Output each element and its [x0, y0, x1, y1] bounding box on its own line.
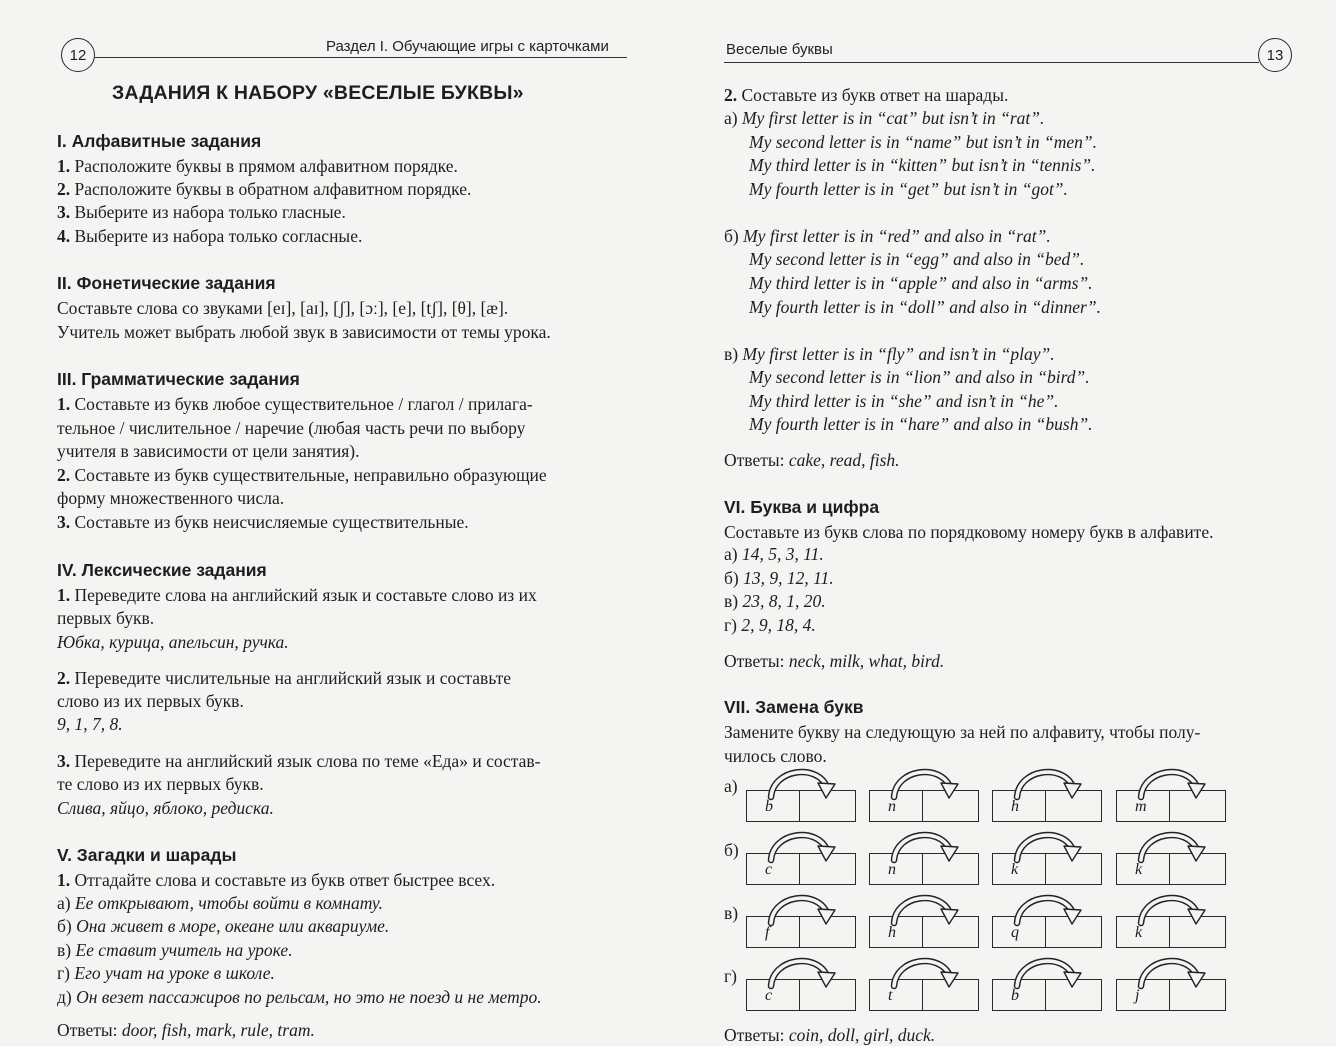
charade-line: My fourth letter is in “doll” and also in “dinner”.: [749, 297, 1101, 317]
running-header: Веселые буквы: [726, 41, 833, 58]
letter-card: [1116, 979, 1226, 1011]
card-row-label: в): [724, 903, 739, 923]
task-item: 2. Расположите буквы в обратном алфавитном порядке.: [57, 179, 472, 199]
number-item: г) 2, 9, 18, 4.: [724, 615, 816, 635]
card-letter: c: [765, 987, 773, 1004]
section-heading: II. Фонетические задания: [57, 273, 276, 293]
letter-card: [746, 790, 856, 822]
letter-card: [992, 853, 1102, 885]
letter-card: [869, 916, 979, 948]
page-number: 12: [61, 38, 95, 72]
text-line: 3. Переведите на английский язык слова по теме «Еда» и состав-: [57, 751, 541, 771]
letter-card: [992, 979, 1102, 1011]
card-letter: b: [765, 798, 773, 815]
text-line: Замените букву на следующую за ней по алфавиту, чтобы полу-: [724, 722, 1201, 742]
curved-arrow-icon: [765, 826, 835, 866]
text-line: Составьте слова со звуками [eɪ], [aɪ], [ʃ], [ɔː], [e], [tʃ], [θ], [æ].: [57, 298, 509, 318]
word-list: Юбка, курица, апельсин, ручка.: [57, 632, 289, 652]
card-letter: c: [765, 861, 773, 878]
text-line: 1. Переведите слова на английский язык и составьте слово из их: [57, 585, 537, 605]
card-letter: n: [888, 861, 896, 878]
answers: Ответы: coin, doll, girl, duck.: [724, 1025, 936, 1045]
curved-arrow-icon: [888, 952, 958, 992]
text-line: 2. Составьте из букв ответ на шарады.: [724, 85, 1009, 105]
task-item: 3. Выберите из набора только гласные.: [57, 202, 346, 222]
card-letter: k: [1135, 924, 1143, 941]
header-rule: [95, 57, 627, 58]
text-line: те слово из их первых букв.: [57, 774, 264, 794]
riddle: д) Он везет пассажиров по рельсам, но это не поезд и не метро.: [57, 987, 542, 1007]
charade-line: б) My first letter is in “red” and also in “rat”.: [724, 226, 1051, 246]
section-heading: VII. Замена букв: [724, 697, 864, 717]
text-line: Составьте из букв слова по порядковому номеру букв в алфавите.: [724, 522, 1214, 542]
charade-line: My third letter is in “apple” and also in “arms”.: [749, 273, 1093, 293]
letter-card: [869, 790, 979, 822]
charade-line: My fourth letter is in “get” but isn’t in “got”.: [749, 179, 1068, 199]
card-letter: n: [888, 798, 896, 815]
letter-card: [1116, 916, 1226, 948]
card-letter: q: [1011, 924, 1019, 941]
section-heading: VI. Буква и цифра: [724, 497, 880, 517]
curved-arrow-icon: [1135, 826, 1205, 866]
task-item: 1. Расположите буквы в прямом алфавитном порядке.: [57, 156, 458, 176]
text-line: форму множественного числа.: [57, 488, 285, 508]
curved-arrow-icon: [765, 889, 835, 929]
text-line: Учитель может выбрать любой звук в зависимости от темы урока.: [57, 322, 551, 342]
curved-arrow-icon: [1135, 889, 1205, 929]
card-letter: h: [1011, 798, 1019, 815]
text-line: тельное / числительное / наречие (любая часть речи по выбору: [57, 418, 526, 438]
card-row-label: а): [724, 776, 738, 796]
number-item: а) 14, 5, 3, 11.: [724, 544, 824, 564]
card-letter: k: [1011, 861, 1019, 878]
curved-arrow-icon: [888, 826, 958, 866]
card-letter: b: [1011, 987, 1019, 1004]
word-list: Слива, яйцо, яблоко, редиска.: [57, 798, 274, 818]
text-line: 2. Составьте из букв существительные, неправильно образующие: [57, 465, 547, 485]
text-line: 1. Отгадайте слова и составьте из букв ответ быстрее всех.: [57, 870, 496, 890]
curved-arrow-icon: [888, 889, 958, 929]
charade-line: а) My first letter is in “cat” but isn’t in “rat”.: [724, 108, 1045, 128]
curved-arrow-icon: [1011, 952, 1081, 992]
charade-line: My third letter is in “kitten” but isn’t in “tennis”.: [749, 155, 1096, 175]
text-line: чилось слово.: [724, 746, 827, 766]
letter-card: [746, 979, 856, 1011]
text-line: 1. Составьте из букв любое существительное / глагол / прилага-: [57, 394, 533, 414]
letter-card: [1116, 853, 1226, 885]
card-row-label: б): [724, 840, 739, 860]
curved-arrow-icon: [1011, 763, 1081, 803]
letter-card: [992, 916, 1102, 948]
answers: Ответы: neck, milk, what, bird.: [724, 651, 945, 671]
card-letter: j: [1135, 987, 1140, 1004]
charade-line: My third letter is in “she” and isn’t in “he”.: [749, 391, 1059, 411]
letter-card: [1116, 790, 1226, 822]
curved-arrow-icon: [765, 952, 835, 992]
letter-card: [869, 979, 979, 1011]
answers: Ответы: door, fish, mark, rule, tram.: [57, 1020, 315, 1040]
curved-arrow-icon: [1135, 952, 1205, 992]
curved-arrow-icon: [765, 763, 835, 803]
header-rule: [724, 62, 1259, 63]
riddle: в) Ее ставит учитель на уроке.: [57, 940, 293, 960]
number-item: б) 13, 9, 12, 11.: [724, 568, 834, 588]
riddle: г) Его учат на уроке в школе.: [57, 963, 275, 983]
section-heading: V. Загадки и шарады: [57, 845, 237, 865]
task-item: 4. Выберите из набора только согласные.: [57, 226, 363, 246]
charade-line: My second letter is in “lion” and also in “bird”.: [749, 367, 1090, 387]
left-page: [0, 0, 668, 1045]
page-number: 13: [1258, 38, 1292, 72]
section-heading: IV. Лексические задания: [57, 560, 267, 580]
riddle: б) Она живет в море, океане или аквариуме.: [57, 916, 390, 936]
text-line: слово из их первых букв.: [57, 691, 244, 711]
running-header: Раздел I. Обучающие игры с карточками: [326, 38, 609, 55]
section-heading: I. Алфавитные задания: [57, 131, 262, 151]
text-line: первых букв.: [57, 608, 155, 628]
curved-arrow-icon: [1135, 763, 1205, 803]
letter-card: [992, 790, 1102, 822]
charade-line: в) My first letter is in “fly” and isn’t in “play”.: [724, 344, 1055, 364]
curved-arrow-icon: [1011, 889, 1081, 929]
card-letter: m: [1135, 798, 1147, 815]
charade-line: My second letter is in “egg” and also in “bed”.: [749, 249, 1085, 269]
charade-line: My fourth letter is in “hare” and also in “bush”.: [749, 414, 1093, 434]
number-item: в) 23, 8, 1, 20.: [724, 591, 826, 611]
text-line: 2. Переведите числительные на английский язык и составьте: [57, 668, 512, 688]
letter-card: [746, 916, 856, 948]
card-letter: t: [888, 987, 893, 1004]
card-letter: f: [765, 924, 770, 941]
text-line: учителя в зависимости от цели занятия).: [57, 441, 360, 461]
card-row-label: г): [724, 966, 738, 986]
section-heading: III. Грамматические задания: [57, 369, 300, 389]
answers: Ответы: cake, read, fish.: [724, 450, 900, 470]
curved-arrow-icon: [1011, 826, 1081, 866]
text-line: 3. Составьте из букв неисчисляемые существительные.: [57, 512, 469, 532]
page-title: ЗАДАНИЯ К НАБОРУ «ВЕСЕЛЫЕ БУКВЫ»: [112, 82, 524, 104]
letter-card: [746, 853, 856, 885]
letter-card: [869, 853, 979, 885]
curved-arrow-icon: [888, 763, 958, 803]
card-letter: h: [888, 924, 896, 941]
card-letter: k: [1135, 861, 1143, 878]
word-list: 9, 1, 7, 8.: [57, 714, 123, 734]
charade-line: My second letter is in “name” but isn’t in “men”.: [749, 132, 1098, 152]
riddle: а) Ее открывают, чтобы войти в комнату.: [57, 893, 383, 913]
